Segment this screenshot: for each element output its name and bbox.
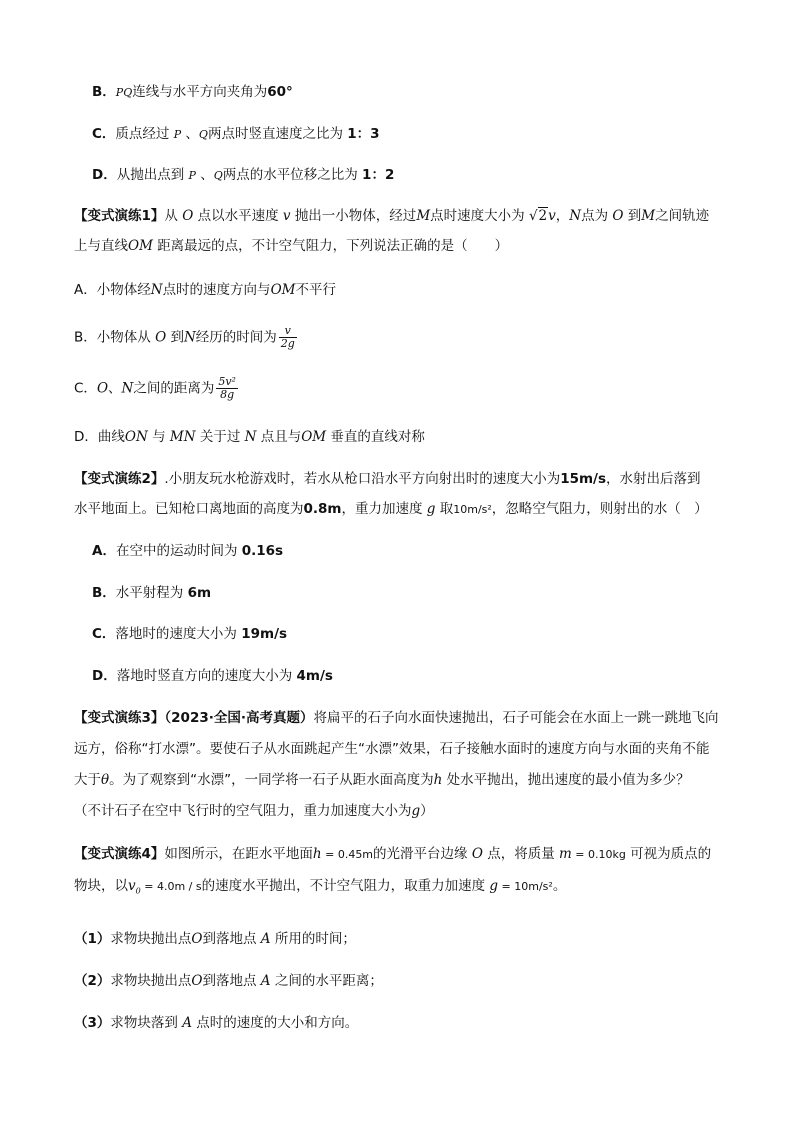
ex2-option-d: D．落地时竖直方向的速度大小为 4m/s	[92, 668, 333, 684]
ex1-stem-line1: 【变式演练1】从 O 点以水平速度 v 抛出一小物体，经过M点时速度大小为 √2v，N点为 O 到M之间轨迹	[74, 208, 710, 224]
ex3-source: （2023·全国·高考真题）	[164, 710, 314, 726]
fraction-v-over-2g: $\frac{v}{2g}$	[280, 324, 295, 350]
sqrt-symbol: √2	[528, 208, 548, 224]
ex4-stem-line1: 【变式演练4】如图所示，在距水平地面h = 0.45m的光滑平台边缘 O 点，将质量 m = 0.10kg 可视为质点的	[74, 846, 712, 862]
ex4-question-1: （1）求物块抛出点O到落地点 A 所用的时间；	[74, 931, 356, 947]
ex3-stem-line1: 【变式演练3】（2023·全国·高考真题）将扁平的石子向水面快速抛出，石子可能会在水面上一跳一跳地飞向	[74, 710, 719, 726]
ex2-option-c: C．落地时的速度大小为 19m/s	[92, 626, 288, 642]
ex4-stem-line2: 物块，以$v_0 = 4.0m / s$的速度水平抛出，不计空气阻力，取重力加速度 g = 10m/s²。	[74, 878, 567, 896]
q1-option-c: C．质点经过 P 、Q两点时竖直速度之比为 1：3	[92, 126, 380, 142]
ex1-option-c: C．O、N之间的距离为 $\frac{\text{5v²}}{8g}$	[74, 375, 236, 401]
ex3-stem-line3: 大于θ。为了观察到“水漂”，一同学将一石子从距水面高度为h 处水平抛出，抛出速度的最小值为多少？	[74, 772, 690, 788]
ex2-option-b: B．水平射程为 6m	[92, 585, 212, 601]
ex2-stem-line2: 水平地面上。已知枪口离地面的高度为0.8m，重力加速度 g 取10m/s²，忽略空气阻力，则射出的水（ ）	[74, 501, 708, 517]
ex4-question-3: （3）求物块落到 A 点时的速度的大小和方向。	[74, 1015, 359, 1031]
q1-option-b: B．PQ连线与水平方向夹角为60°	[92, 84, 293, 100]
ex2-tag: 【变式演练2】	[74, 471, 165, 487]
ex3-stem-line2: 远方，俗称“打水漂”。要使石子从水面跳起产生“水漂”效果，石子接触水面时的速度方向与水面的夹角不能	[74, 741, 710, 757]
ex2-stem-line1: 【变式演练2】.小朋友玩水枪游戏时，若水从枪口沿水平方向射出时的速度大小为15m/s，水射出后落到	[74, 471, 701, 487]
ex1-option-d: D．曲线ON 与 MN 关于过 N 点且与OM 垂直的直线对称	[74, 429, 425, 445]
ex3-tag: 【变式演练3】	[74, 710, 165, 726]
ex2-option-a: A．在空中的运动时间为 0.16s	[92, 543, 284, 559]
ex1-tag: 【变式演练1】	[74, 208, 165, 224]
fraction-5v2-over-8g: $\frac{\text{5v²}}{8g}$	[218, 375, 236, 401]
ex1-option-a: A．小物体经N点时的速度方向与OM不平行	[74, 282, 336, 298]
q1-option-d: D．从抛出点到 P 、Q两点的水平位移之比为 1：2	[92, 167, 395, 183]
ex1-stem-line2: 上与直线OM 距离最远的点，不计空气阻力，下列说法正确的是（ ）	[74, 238, 509, 254]
ex3-stem-line4: （不计石子在空中飞行时的空气阻力，重力加速度大小为g）	[74, 803, 434, 819]
ex1-option-b: B．小物体从 O 到N经历的时间为 $\frac{v}{2g}$	[74, 324, 295, 350]
ex4-tag: 【变式演练4】	[74, 846, 165, 862]
ex4-question-2: （2）求物块抛出点O到落地点 A 之间的水平距离；	[74, 973, 383, 989]
